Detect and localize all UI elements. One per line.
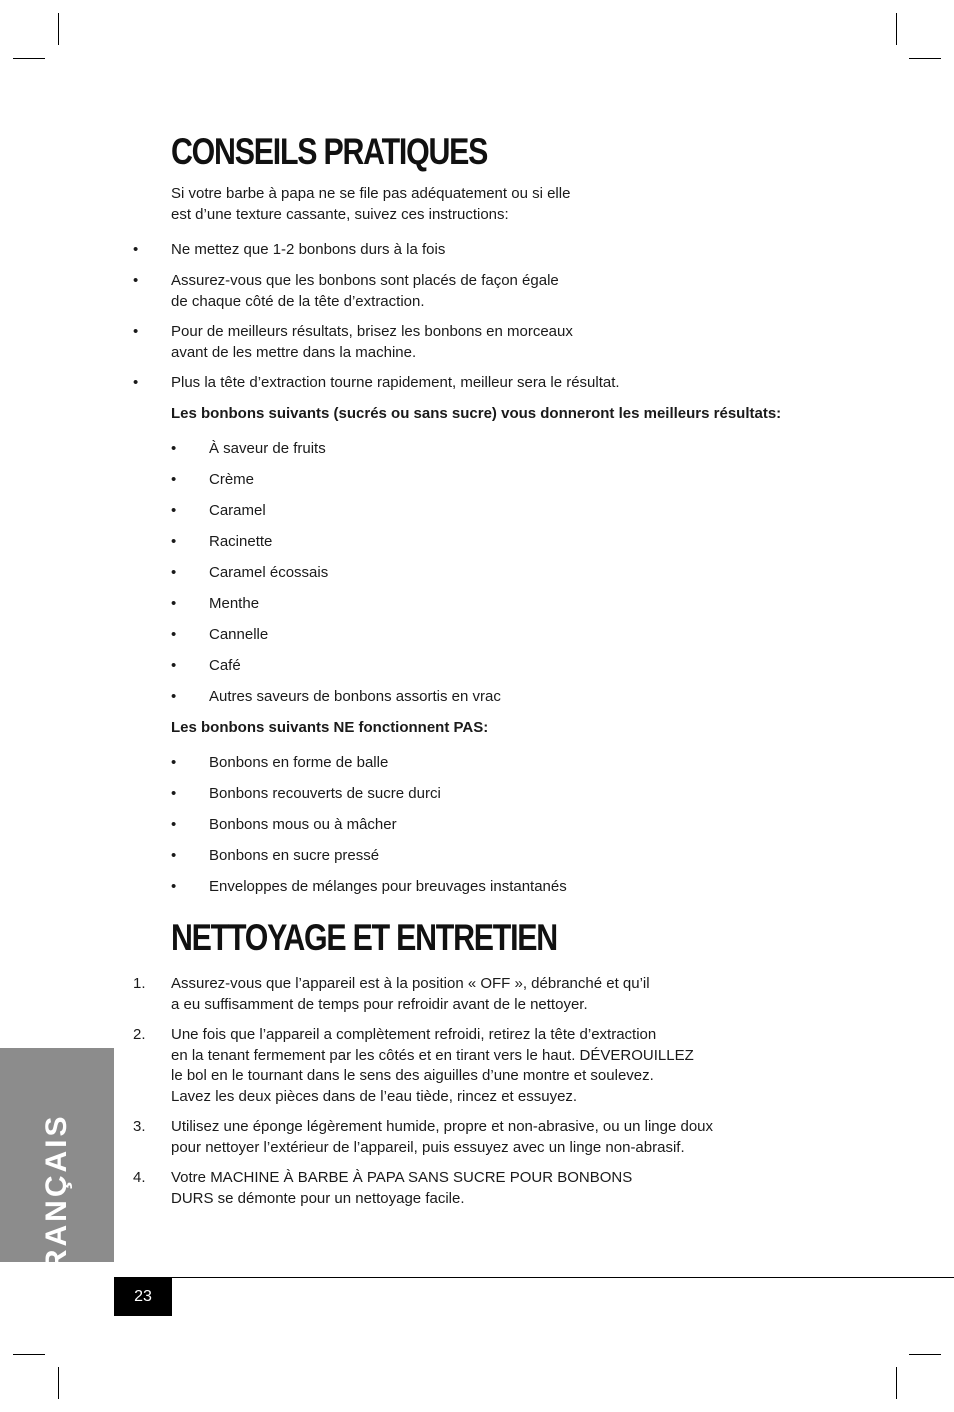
bullet-marker: • (171, 688, 177, 705)
bullet-marker: • (171, 754, 177, 771)
tips-intro: Si votre barbe à papa ne se file pas adéquatement ou si elle est d’une texture cassante, suivez ces instructions: (171, 185, 571, 223)
section-title-tips: CONSEILS PRATIQUES (171, 131, 488, 172)
bullet-marker: • (171, 657, 177, 674)
bullet-marker: • (171, 471, 177, 488)
bullet-marker: • (171, 564, 177, 581)
crop-mark (909, 58, 941, 59)
section-title-cleaning: NETTOYAGE ET ENTRETIEN (171, 917, 557, 958)
bullet-marker: • (171, 533, 177, 550)
page-number: 23 (114, 1278, 172, 1316)
footer-rule (114, 1277, 954, 1278)
bullet-marker: • (133, 374, 139, 391)
step-number: 2. (133, 1026, 146, 1043)
crop-mark (13, 1354, 45, 1355)
crop-mark (58, 1367, 59, 1399)
best-candies-heading: Les bonbons suivants (sucrés ou sans sucre) vous donneront les meilleurs résultats: (171, 405, 782, 422)
crop-mark (909, 1354, 941, 1355)
bullet-marker: • (171, 847, 177, 864)
bullet-marker: • (171, 502, 177, 519)
language-label: FRANÇAIS (40, 1113, 73, 1293)
crop-mark (58, 13, 59, 45)
bullet-marker: • (171, 785, 177, 802)
step-number: 4. (133, 1169, 146, 1186)
crop-mark (896, 13, 897, 45)
step-number: 3. (133, 1118, 146, 1135)
language-tab (0, 1048, 114, 1293)
bullet-marker: • (133, 272, 139, 289)
crop-mark (13, 58, 45, 59)
bullet-marker: • (171, 440, 177, 457)
bullet-marker: • (171, 626, 177, 643)
bullet-marker: • (133, 241, 139, 258)
bullet-marker: • (171, 878, 177, 895)
bullet-marker: • (171, 816, 177, 833)
step-number: 1. (133, 975, 146, 992)
bullet-marker: • (171, 595, 177, 612)
bullet-marker: • (133, 323, 139, 340)
not-working-heading: Les bonbons suivants NE fonctionnent PAS: (171, 719, 489, 736)
crop-mark (896, 1367, 897, 1399)
